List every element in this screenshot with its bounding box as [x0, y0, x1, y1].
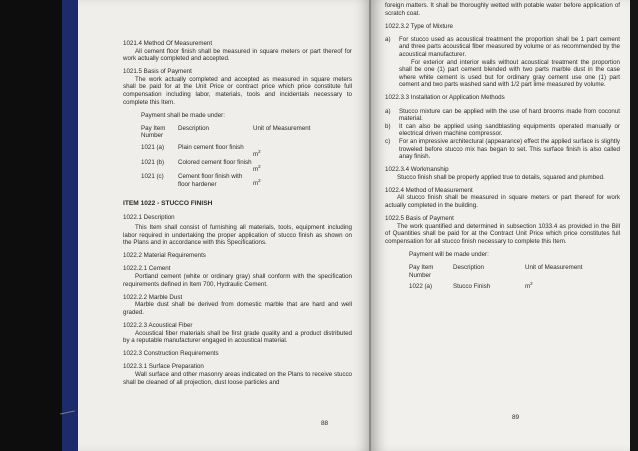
section-body: The work actually completed and accepted as measured in square meters shall be paid for at the Unit Price or contract price which price constitute full compensation including labor, materials, tools and incidentals necessary to complete this Item.	[123, 75, 352, 106]
section-heading: 1022.1 Description	[123, 213, 175, 221]
section-heading: 1022.2 Material Requirements	[123, 252, 206, 260]
table-header: Unit of Measurement	[253, 124, 311, 132]
book-cover-edge	[62, 0, 78, 451]
table-header: Pay Item Number	[141, 124, 166, 140]
table-cell: 1021 (a)	[141, 144, 165, 152]
section-heading: 1022.3.1 Surface Preparation	[123, 363, 204, 371]
section-heading: 1022.4 Method of Measurement	[385, 186, 473, 194]
section-body: Acoustical fiber materials shall be first grade quality and a product distributed by a reputable manufacturer engaged in acoustical material.	[123, 329, 352, 345]
table-cell: Colored cement floor finish	[178, 158, 252, 166]
pay-item-table	[123, 125, 352, 189]
table-cell: Cement floor finish with floor hardener	[178, 173, 243, 188]
list-label: c)	[385, 137, 391, 145]
table-cell: $m^2$	[253, 163, 261, 173]
page-number: 89	[512, 414, 520, 421]
right-page	[371, 0, 630, 451]
table-cell: $m^2$	[253, 178, 261, 188]
section-body: The work quantified and determined in subsection 1033.4 as provided in the Bill of Quantities shall be paid for at the Contract Unit Price which price constitutes full compensation for all stucco finish necessary to complete this Item.	[385, 222, 620, 245]
list-item: For stucco used as acoustical treatment the proportion shall be 1 part cement and three parts acoustical fiber measured by volume or as recommended by the acoustical manufacturer.	[399, 35, 620, 58]
section-heading: 1022.2.3 Acoustical Fiber	[123, 322, 193, 330]
payment-intro: Payment shall be made under:	[141, 111, 225, 119]
table-cell: 1021 (b)	[141, 158, 165, 166]
list-label	[385, 59, 399, 89]
table-cell: Plain cement floor finish	[178, 144, 244, 152]
section-body: Wall surface and other masonry areas indicated on the Plans to receive stucco shall be cleaned of all projection, dust loose particles and	[123, 371, 352, 386]
table-header: Description	[178, 124, 209, 132]
list-label: a)	[385, 35, 391, 43]
section-heading: 1022.2.2 Marble Dust	[123, 293, 183, 301]
page-number: 88	[321, 420, 329, 427]
section-heading: 1022.3.2 Type of Mixture	[385, 22, 453, 30]
section-heading: 1022.3.3 Installation or Application Methods	[385, 94, 505, 102]
section-body: Marble dust shall be derived from domestic marble that are hard and well graded.	[123, 301, 352, 316]
list-item: For exterior and interior walls without acoustical treatment the proportion shall be one (1) part cement blended with two parts marble dust in the case where white cement is used but for ordinary gray cement use one (1) part cement and two parts washed sand with 1/2 part lime measured by volume.	[399, 58, 620, 89]
table-header: Pay Item Number	[409, 264, 434, 279]
section-body: This Item shall consist of furnishing all materials, tools, equipment including labor required in undertaking the proper application of stucco finish as shown on the Plans and in accordance with this Specifications.	[123, 224, 352, 247]
list-item: For an impressive architectural (appearance) effect the applied surface is slightly troweled before stucco mix has began to set. This surface finish is also called anay finish.	[399, 137, 620, 161]
background-edge	[630, 0, 638, 451]
section-heading: 1022.3.4 Workmanship	[385, 166, 449, 174]
left-page	[78, 0, 370, 451]
table-cell: $m^2$	[525, 281, 533, 291]
section-body: foreign matters. It shall be thoroughly wetted with potable water before application of scratch coat.	[385, 2, 620, 17]
pay-item-table	[385, 264, 620, 291]
list-label: a)	[385, 107, 391, 115]
section-body: Portland cement (white or ordinary gray) shall conform with the specification requirements defined in Item 700, Hydraulic Cement.	[123, 273, 352, 288]
list-item: Stucco mixture can be applied with the use of hard brooms made from coconut material.	[399, 107, 620, 123]
section-heading: 1022.5 Basis of Payment	[385, 215, 454, 223]
section-heading: 1022.3 Construction Requirements	[123, 350, 219, 358]
section-heading: 1021.4 Method Of Measurement	[123, 40, 213, 47]
item-heading: ITEM 1022 - STUCCO FINISH	[123, 200, 213, 208]
section-body: All stucco finish shall be measured in square meters or part thereof for work actually completed in the building.	[385, 194, 620, 210]
section-heading: 1021.5 Basis of Payment	[123, 68, 192, 76]
section-body: All cement floor finish shall be measured in square meters or part thereof for work actually completed and accepted.	[123, 47, 352, 63]
section-heading: 1022.2.1 Cement	[123, 265, 171, 273]
table-cell: 1021 (c)	[141, 173, 164, 181]
table-header: Description	[453, 264, 484, 272]
section-body: Stucco finish shall be properly applied true to details, squared and plumbed.	[397, 173, 605, 181]
payment-intro: Payment will be made under:	[409, 251, 489, 259]
table-cell: 1022 (a)	[409, 283, 433, 291]
list-label: b)	[385, 122, 391, 130]
mixture-list	[385, 36, 620, 89]
table-cell: $m^2$	[253, 148, 261, 159]
methods-list	[385, 108, 620, 161]
table-cell: Stucco Finish	[453, 283, 491, 291]
table-header: Unit of Measurement	[525, 264, 583, 272]
list-item: It can also be applied using sandblasting equipments operated manually or electrical driven machine compressor.	[399, 122, 620, 138]
